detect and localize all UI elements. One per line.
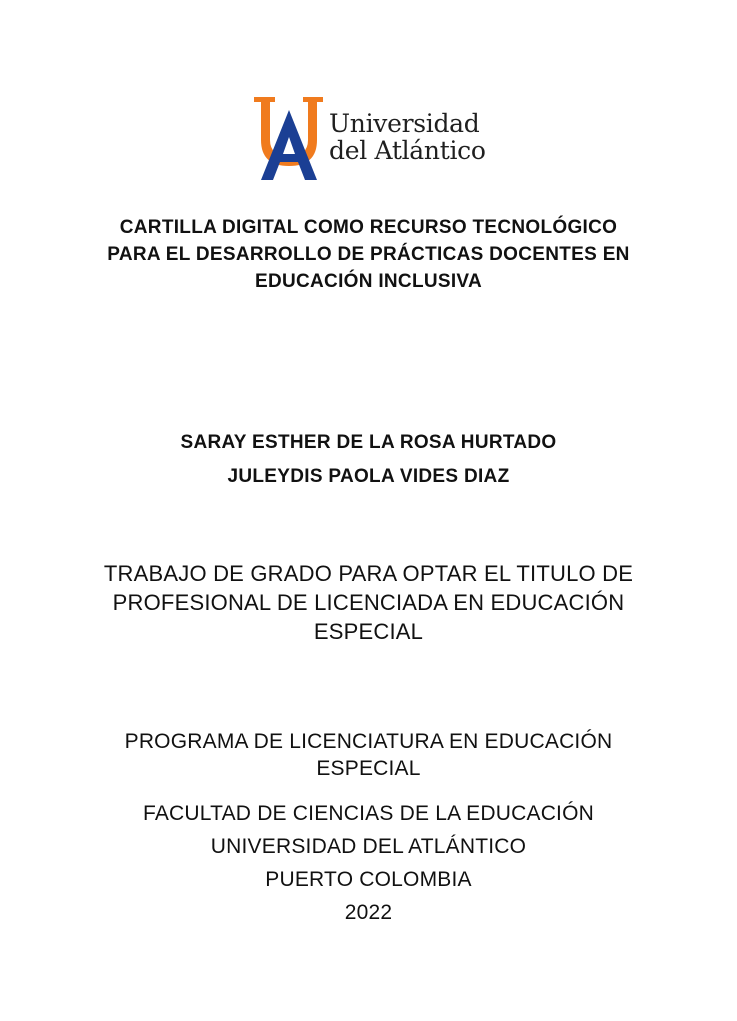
title-line: CARTILLA DIGITAL COMO RECURSO TECNOLÓGICO (119, 217, 618, 238)
year: 2022 (344, 901, 393, 924)
faculty-name: FACULTAD DE CIENCIAS DE LA EDUCACIÓN (142, 802, 594, 825)
degree-line: ESPECIAL (313, 619, 424, 644)
degree-line: TRABAJO DE GRADO PARA OPTAR EL TITULO DE (103, 561, 634, 586)
program-line: ESPECIAL (316, 757, 421, 780)
university-logo (253, 96, 489, 182)
title-line: PARA EL DESARROLLO DE PRÁCTICAS DOCENTES EN (107, 244, 630, 265)
city-name: PUERTO COLOMBIA (265, 868, 472, 891)
degree-line: PROFESIONAL DE LICENCIADA EN EDUCACIÓN (112, 590, 625, 615)
logo-line-universidad: Universidad (329, 109, 480, 138)
author-name: SARAY ESTHER DE LA ROSA HURTADO (180, 432, 557, 453)
title-line: EDUCACIÓN INCLUSIVA (254, 271, 483, 292)
logo-wordmark (329, 110, 486, 164)
author-name: JULEYDIS PAOLA VIDES DIAZ (227, 466, 510, 487)
ua-monogram-icon (253, 96, 325, 182)
university-name: UNIVERSIDAD DEL ATLÁNTICO (210, 835, 527, 858)
program-line: PROGRAMA DE LICENCIATURA EN EDUCACIÓN (124, 730, 613, 753)
logo-line-del-atlantico: del Atlántico (329, 136, 486, 165)
